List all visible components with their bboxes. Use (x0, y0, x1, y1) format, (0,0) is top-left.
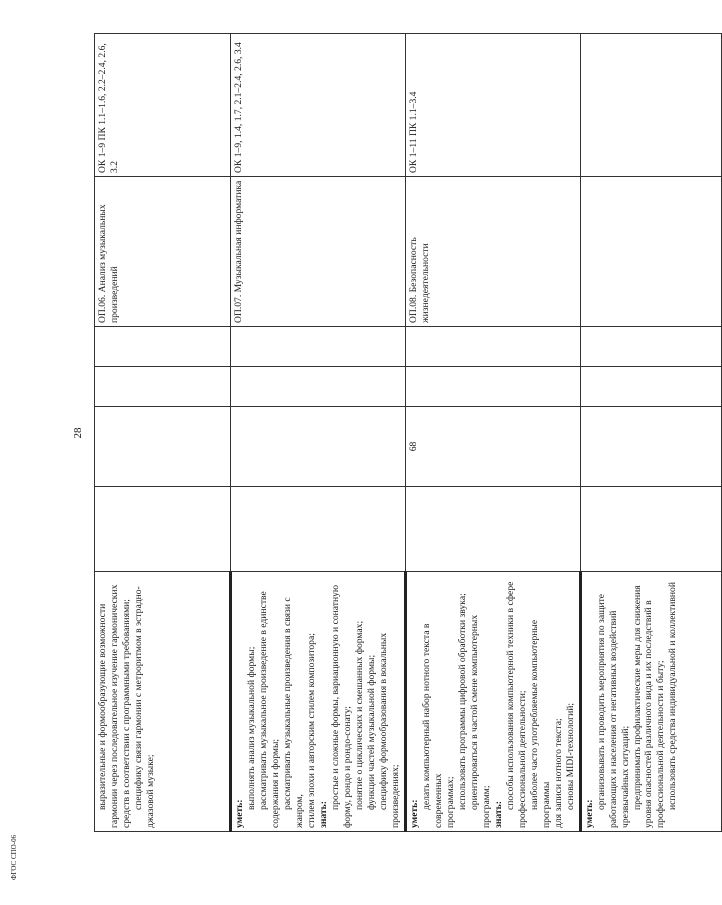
discipline-cell: ОП.06. Анализ музыкальных произведений (95, 177, 231, 327)
description-cell (231, 572, 406, 832)
description-line: специфику формообразования в вокальных произведениях; (377, 632, 401, 828)
page-number: 28 (72, 427, 84, 439)
description-cell (95, 572, 231, 832)
hours-class-cell (231, 407, 406, 487)
description-line: джазовой музыке; (144, 754, 156, 828)
description-cell (405, 572, 580, 832)
description-line: чрезвычайных ситуаций; (619, 725, 631, 828)
table-row (231, 34, 406, 832)
table-row (580, 34, 721, 832)
description-line: ориентироваться в частой смене компьютерных программ; (468, 614, 492, 828)
table-row (95, 34, 231, 832)
description-line: наиболее часто употребляемые компьютерные программы (528, 619, 552, 828)
empty-cell (405, 367, 580, 407)
competencies-cell: ОК 1–11 ПК 1.1–3.4 (405, 34, 580, 177)
empty-cell (580, 487, 721, 572)
competencies-cell: ОК 1–9 ПК 1.1–1.6, 2.2–2.4, 2.6, 3.2 (95, 34, 231, 177)
rotated-content (64, 34, 679, 832)
description-line: стилем эпохи и авторским стилем композитора; (305, 633, 317, 828)
description-line: средств в соответствии с программными требованиями; (120, 599, 132, 828)
description-line: понятие о циклических и смешанных формах; (353, 620, 365, 810)
section-heading: уметь: (408, 799, 420, 828)
description-line: выполнять анализ музыкальной формы; (245, 646, 257, 810)
description-line: основы MIDI-технологий; (564, 702, 576, 810)
empty-cell (405, 327, 580, 367)
empty-cell (231, 327, 406, 367)
description-line: форму, рондо и рондо-сонату; (341, 706, 353, 828)
description-line: выразительные и формообразующие возможности (97, 603, 108, 810)
description-line: для записи нотного текста; (552, 718, 564, 828)
curriculum-table (94, 33, 722, 832)
description-line: работающих и населения от негативных воздействий (607, 610, 619, 828)
description-line: использовать программы цифровой обработки звука; (456, 593, 468, 810)
description-line: профессиональной деятельности; (516, 690, 528, 828)
description-line: специфику связи гармонии с метроритмом в эстрадно- (132, 586, 144, 810)
description-line: делать компьютерный набор нотного текста в современных (420, 623, 444, 828)
description-line: уровня опасностей различного вида и их последствий в (643, 600, 655, 828)
description-line: простые и сложные формы, вариационную и сонатную (329, 584, 341, 810)
description-line: использовать средства индивидуальной и коллективной (667, 582, 679, 810)
discipline-cell: ОП.08. Безопасность жизнедеятельности (405, 177, 580, 327)
empty-cell (580, 177, 721, 327)
empty-cell (95, 327, 231, 367)
empty-cell (580, 34, 721, 177)
description-line: предпринимать профилактические меры для снижения (631, 585, 643, 810)
empty-cell (580, 327, 721, 367)
description-line: функции частей музыкальной формы; (365, 654, 377, 810)
hours-class-cell: 68 (405, 407, 580, 487)
description-cell (580, 572, 721, 832)
section-heading: уметь: (583, 799, 595, 828)
table-row (405, 34, 580, 832)
hours-max-cell (231, 487, 406, 572)
description-line: содержания и формы; (269, 738, 281, 828)
description-line: профессиональной деятельности и быту; (655, 660, 667, 828)
footer-standard-label: ФГОС СПО-06 (10, 834, 18, 880)
section-heading: уметь: (234, 799, 245, 828)
empty-cell (95, 367, 231, 407)
section-heading: знать: (317, 801, 329, 828)
description-line: рассматривать музыкальные произведения в связи с жанром, (281, 597, 305, 828)
competencies-cell: ОК 1–9, 1.4, 1.7, 2.1–2.4, 2.6, 3.4 (231, 34, 406, 177)
description-line: рассматривать музыкальное произведение в единстве (257, 591, 269, 810)
description-line: организовывать и проводить мероприятия по защите (595, 593, 607, 810)
empty-cell (580, 367, 721, 407)
hours-max-cell (95, 487, 231, 572)
hours-class-cell (95, 407, 231, 487)
hours-max-cell (405, 487, 580, 572)
empty-cell (580, 407, 721, 487)
description-line: гармонии через последовательное изучение гармонических (108, 584, 120, 828)
discipline-cell: ОП.07. Музыкальная информатика (231, 177, 406, 327)
description-line: способы использования компьютерной техники в сфере (504, 581, 516, 810)
description-line: программах; (444, 776, 456, 828)
empty-cell (231, 367, 406, 407)
section-heading: знать: (492, 801, 504, 828)
